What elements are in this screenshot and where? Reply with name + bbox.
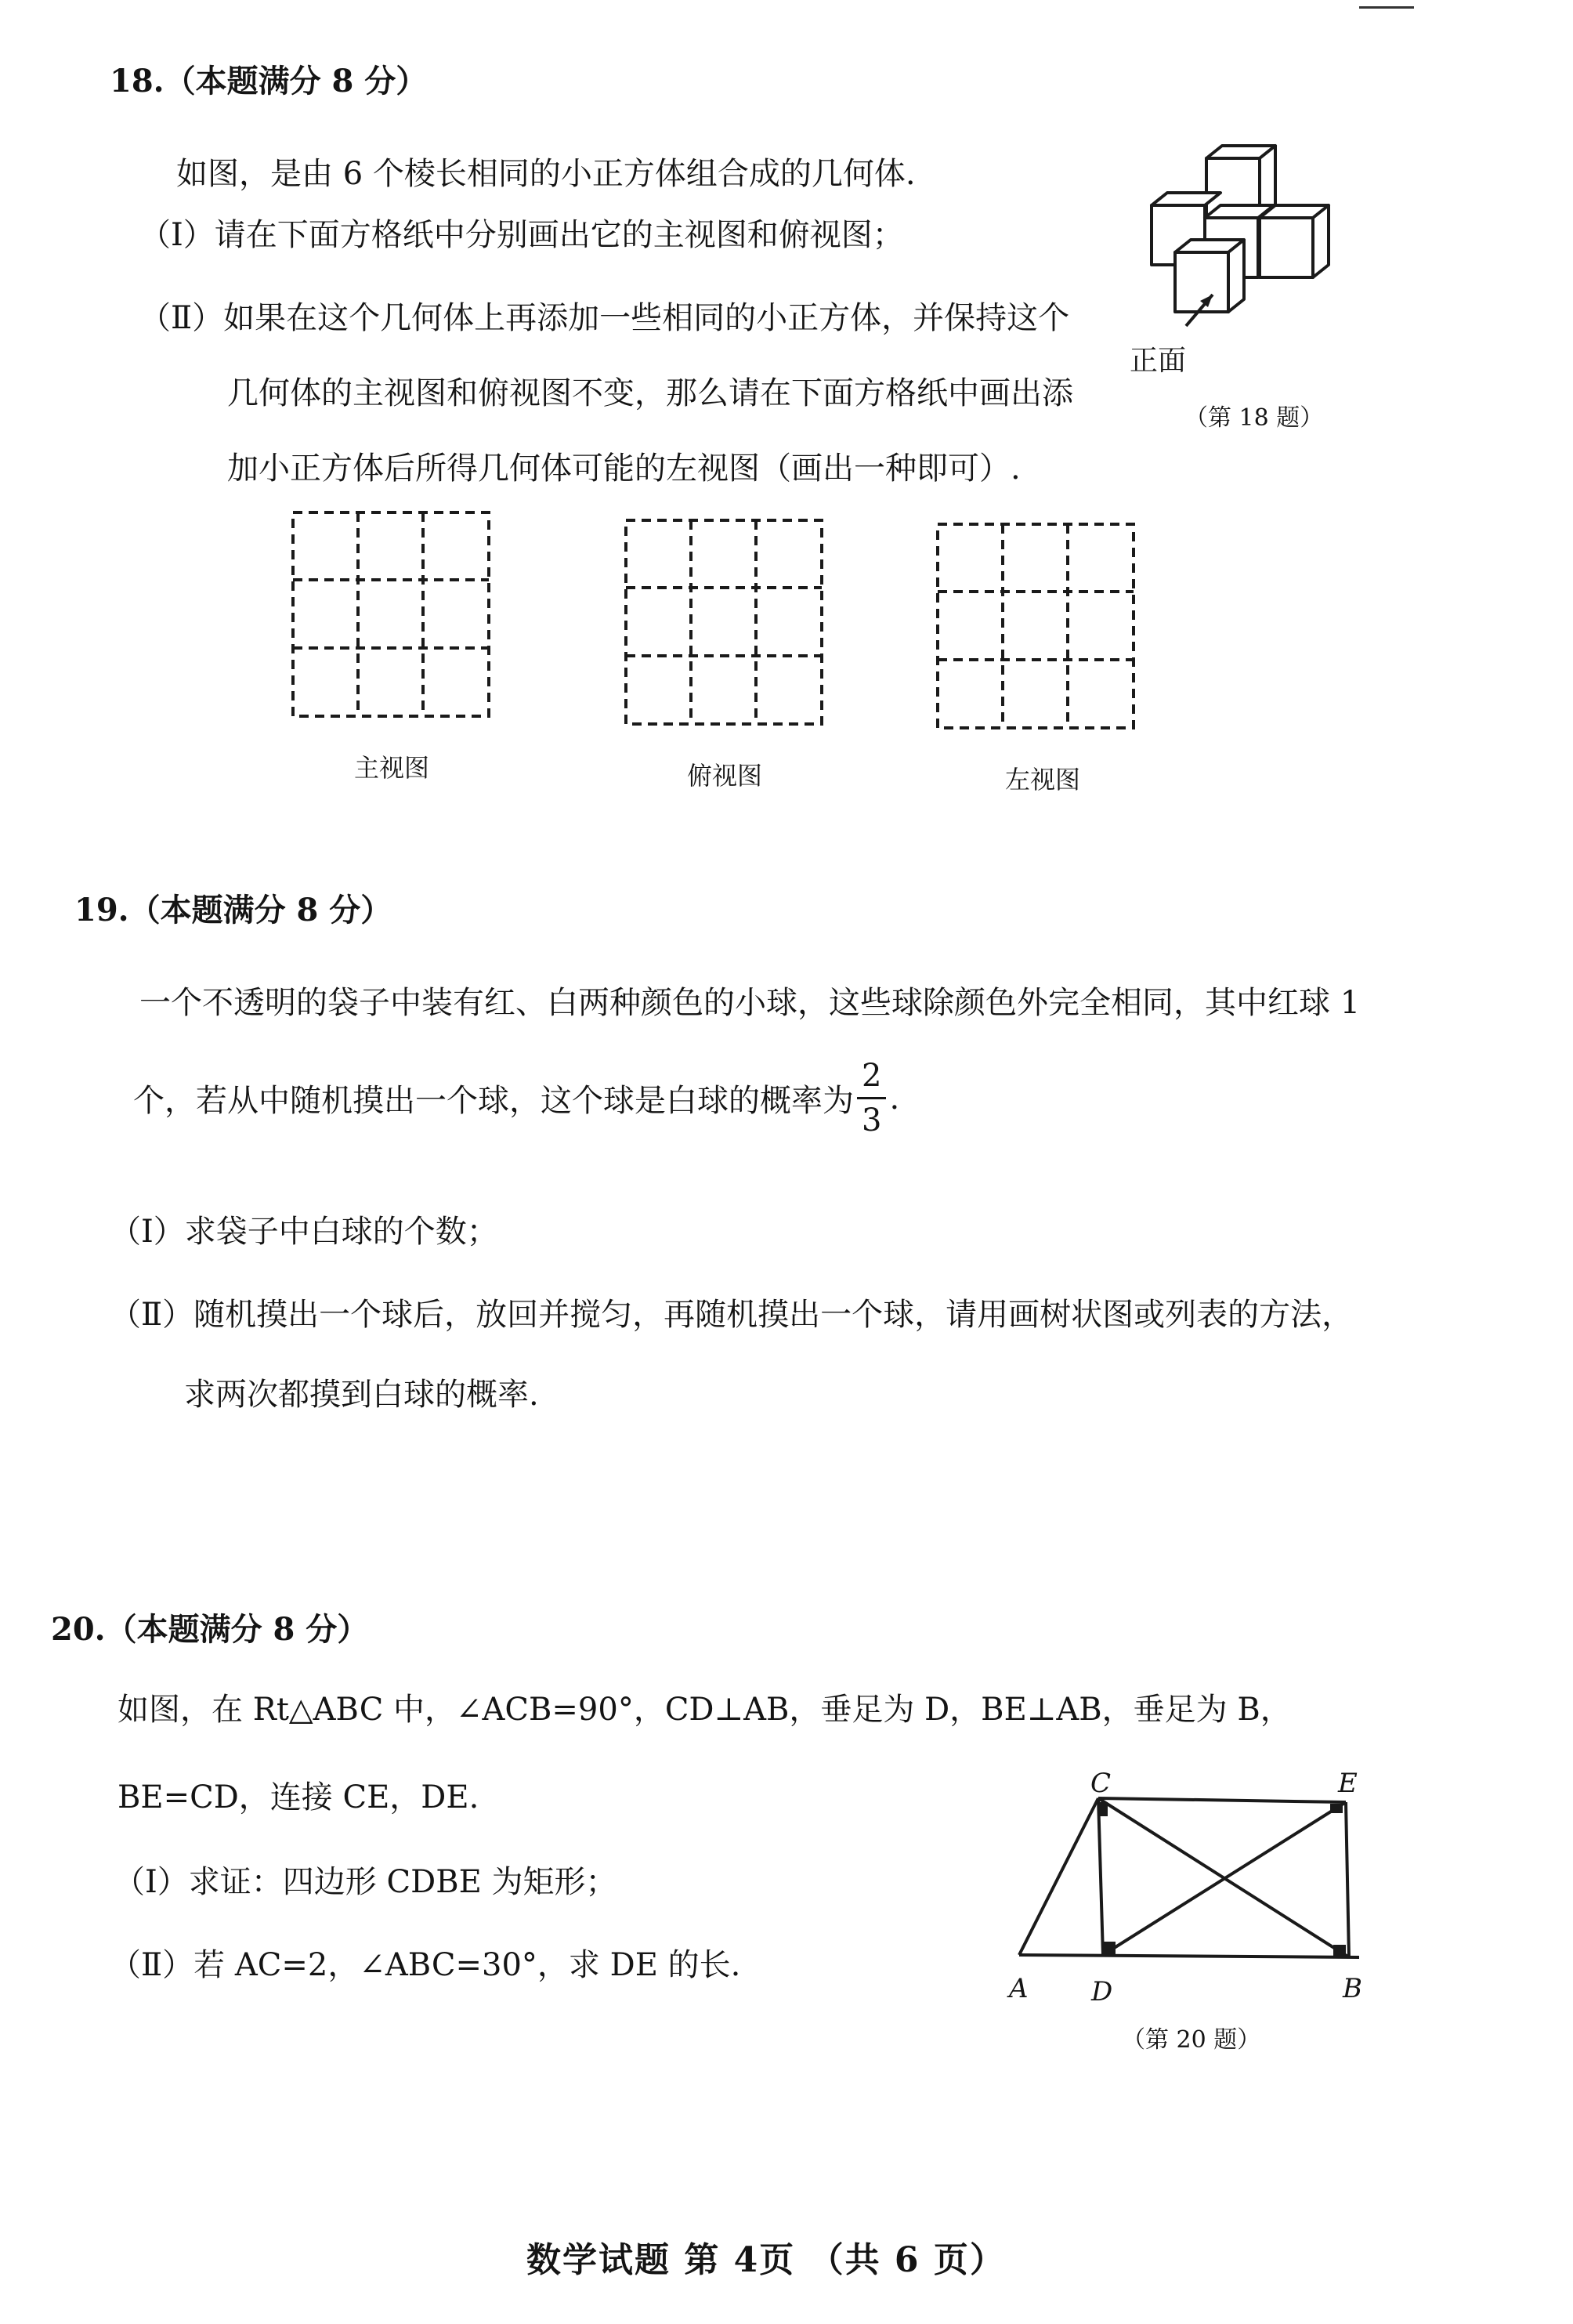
q18-front-label: 正面 bbox=[1130, 345, 1187, 377]
q19-probability-fraction bbox=[857, 1059, 886, 1137]
q20-geometry-figure bbox=[1011, 1779, 1394, 1990]
right-angle-mark-b bbox=[1333, 1945, 1346, 1957]
segment-ac bbox=[1019, 1798, 1098, 1955]
right-angle-mark-c bbox=[1100, 1802, 1108, 1816]
q20-figure-caption: （第 20 题） bbox=[1122, 2026, 1261, 2054]
q20-heading: 20.（本题满分 8 分） bbox=[51, 1611, 369, 1648]
q18-grid-label-front: 主视图 bbox=[354, 753, 430, 783]
q18-part2-line2: 几何体的主视图和俯视图不变，那么请在下面方格纸中画出添 bbox=[227, 375, 1073, 411]
right-angle-mark-e bbox=[1330, 1804, 1343, 1813]
q18-part1: （Ⅰ）请在下面方格纸中分别画出它的主视图和俯视图； bbox=[139, 217, 904, 253]
q19-part2-line1: （Ⅱ）随机摸出一个球后，放回并搅匀，再随机摸出一个球，请用画树状图或列表的方法， bbox=[110, 1297, 1354, 1333]
q18-grid-top-view bbox=[623, 517, 826, 729]
point-label-b: B bbox=[1343, 1973, 1362, 2004]
q19-line2-end: . bbox=[889, 1080, 900, 1117]
point-label-a: A bbox=[1009, 1973, 1029, 2004]
q19-part2-line2: 求两次都摸到白球的概率. bbox=[184, 1377, 539, 1413]
q18-heading: 18.（本题满分 8 分） bbox=[110, 63, 428, 100]
q20-part1: （Ⅰ）求证：四边形 CDBE 为矩形； bbox=[114, 1864, 617, 1900]
fraction-numerator: 2 bbox=[857, 1059, 886, 1099]
q18-grid-left-view bbox=[935, 521, 1138, 733]
q18-grid-front-view bbox=[290, 509, 494, 721]
point-label-e: E bbox=[1338, 1768, 1358, 1799]
q18-part2-line3: 加小正方体后所得几何体可能的左视图（画出一种即可）. bbox=[227, 451, 1021, 487]
q18-figure-caption: （第 18 题） bbox=[1184, 404, 1324, 432]
corner-mark bbox=[1359, 6, 1414, 9]
q18-grid-label-top: 俯视图 bbox=[687, 761, 763, 791]
q18-cube-figure bbox=[1144, 141, 1363, 360]
q18-intro: 如图，是由 6 个棱长相同的小正方体组合成的几何体. bbox=[176, 156, 916, 192]
q19-line2 bbox=[133, 1059, 899, 1137]
q19-part1: （Ⅰ）求袋子中白球的个数； bbox=[110, 1214, 498, 1250]
page-footer: 数学试题 第 4页 （共 6 页） bbox=[526, 2240, 1006, 2280]
q18-grid-label-left: 左视图 bbox=[1005, 765, 1081, 795]
segment-eb bbox=[1346, 1802, 1349, 1957]
point-label-d: D bbox=[1091, 1976, 1113, 2007]
point-label-c: C bbox=[1090, 1768, 1112, 1799]
q20-line1: 如图，在 Rt△ABC 中，∠ACB=90°，CD⊥AB，垂足为 D，BE⊥AB，垂足为 B， bbox=[118, 1692, 1292, 1728]
q20-line2: BE=CD，连接 CE，DE. bbox=[118, 1779, 479, 1815]
q19-line2-text: 个，若从中随机摸出一个球，这个球是白球的概率为 bbox=[133, 1083, 854, 1119]
q19-line1: 一个不透明的袋子中装有红、白两种颜色的小球，这些球除颜色外完全相同，其中红球 1 bbox=[139, 985, 1361, 1021]
fraction-denominator: 3 bbox=[862, 1102, 882, 1138]
q19-heading: 19.（本题满分 8 分） bbox=[74, 892, 392, 929]
segment-cd bbox=[1098, 1798, 1103, 1955]
q18-part2-line1: （Ⅱ）如果在这个几何体上再添加一些相同的小正方体，并保持这个 bbox=[139, 300, 1070, 336]
q20-part2: （Ⅱ）若 AC=2，∠ABC=30°，求 DE 的长. bbox=[110, 1947, 741, 1983]
segment-ce bbox=[1098, 1798, 1346, 1802]
segment-ab bbox=[1019, 1955, 1359, 1957]
right-angle-mark-d bbox=[1103, 1942, 1116, 1954]
